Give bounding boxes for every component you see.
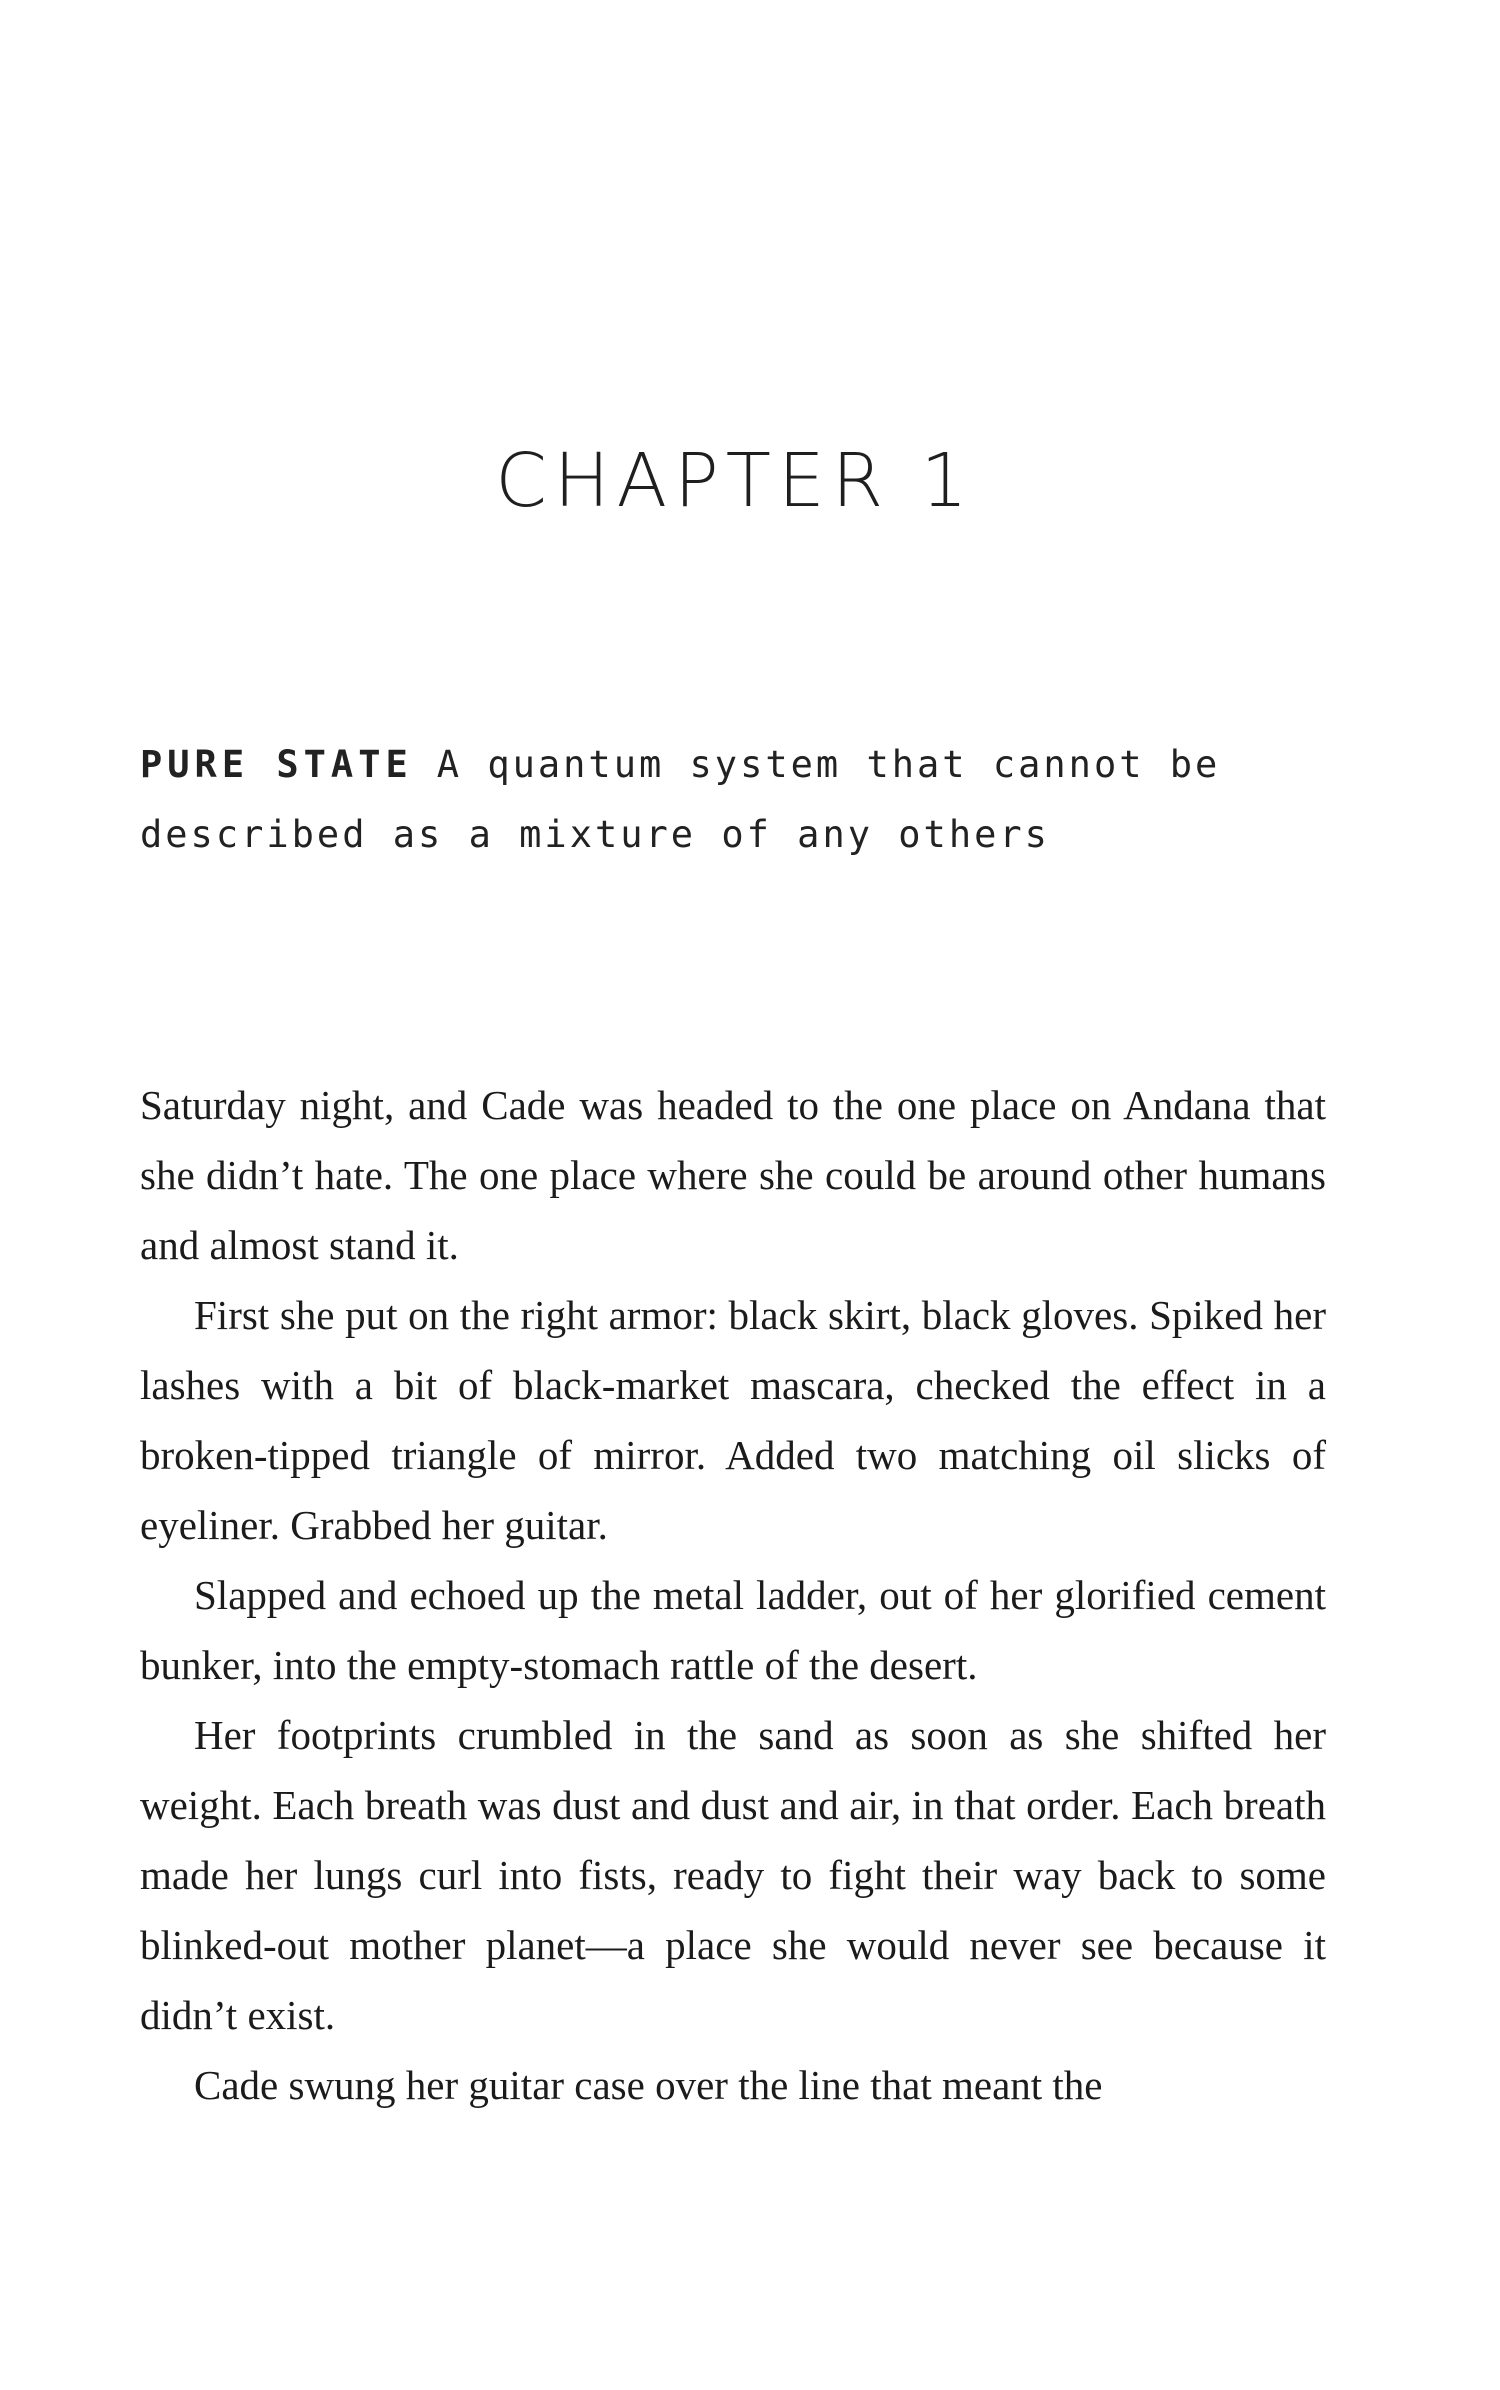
epigraph-definition: A quantum system that cannot be described as a mixture of any others (140, 743, 1221, 856)
paragraph: First she put on the right armor: black skirt, black gloves. Spiked her lashes with a bit of black-market mascara, checked the effect in a broken-tipped triangle of mirror. Added two matching oil slicks of eyeliner. Grabbed her guitar. (140, 1292, 1326, 1548)
epigraph (140, 730, 1340, 870)
paragraph: Saturday night, and Cade was headed to the one place on Andana that she didn’t hate. The one place where she could be around other humans and almost stand it. (140, 1082, 1326, 1268)
paragraph: Cade swung her guitar case over the line that meant the (194, 2062, 1103, 2108)
chapter-title: CHAPTER 1 (495, 438, 975, 524)
body-text (140, 1070, 1326, 2120)
epigraph-term: PURE STATE (140, 743, 413, 786)
paragraph: Slapped and echoed up the metal ladder, out of her glorified cement bunker, into the empty-stomach rattle of the desert. (140, 1572, 1326, 1688)
paragraph: Her footprints crumbled in the sand as soon as she shifted her weight. Each breath was dust and dust and air, in that order. Each breath made her lungs curl into fists, ready to fight their way back to some blinked-out mother planet—a place she would never see because it didn’t exist. (140, 1712, 1326, 2038)
